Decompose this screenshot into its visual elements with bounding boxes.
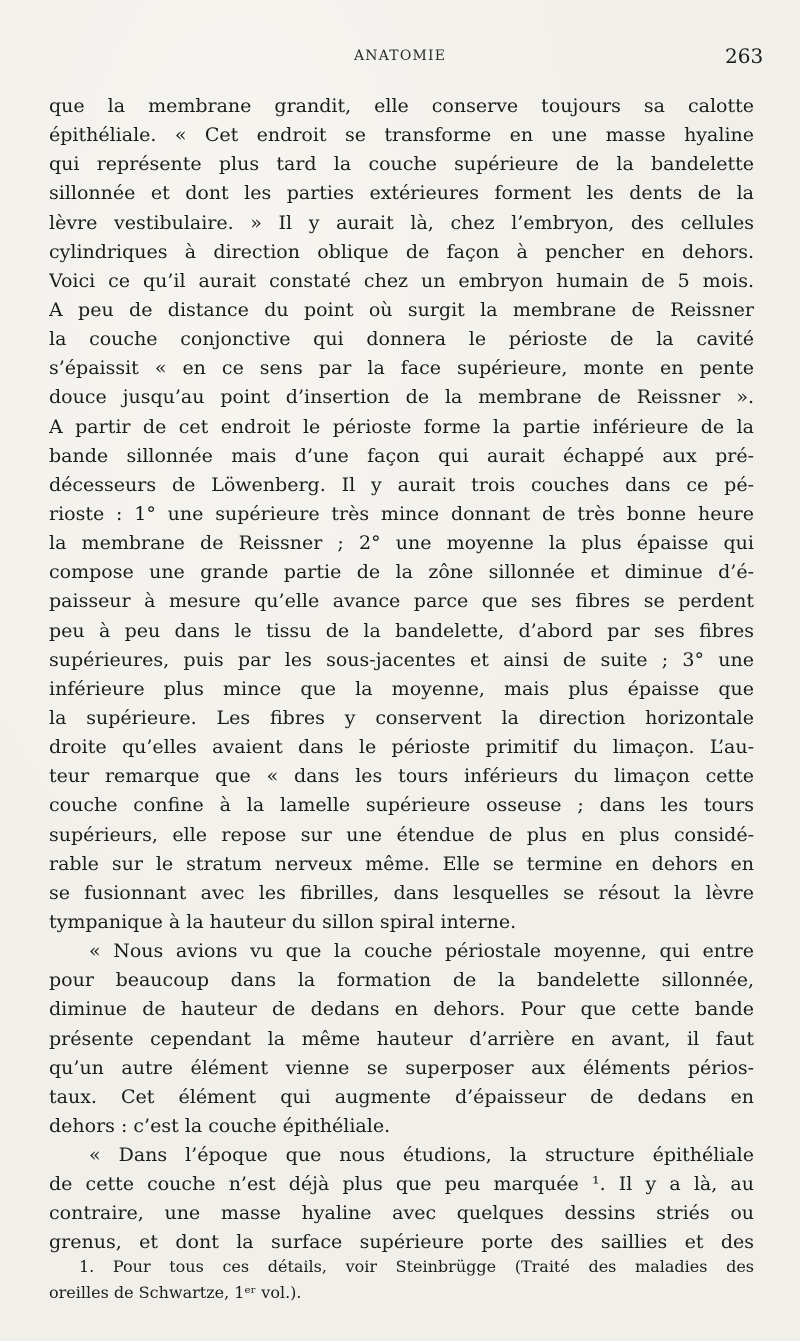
text-line: Voici ce qu’il aurait constaté chez un embryon humain de 5 mois. [49,269,754,292]
text-line: A peu de distance du point où surgit la membrane de Reissner [49,298,754,321]
body-text [49,92,754,1258]
page-number: 263 [725,44,764,68]
text-line: lèvre vestibulaire. » Il y aurait là, chez l’embryon, des cellules [49,211,754,234]
text-line: inférieure plus mince que la moyenne, mais plus épaisse que [49,677,754,700]
text-line: qui représente plus tard la couche supérieure de la bandelette [49,153,754,176]
text-line: que la membrane grandit, elle conserve toujours sa calotte [49,95,754,117]
footnote-line: oreilles de Schwartze, 1ᵉʳ vol.). [49,1283,302,1302]
text-line: douce jusqu’au point d’insertion de la membrane de Reissner ». [49,386,754,409]
text-line: qu’un autre élément vienne se superposer aux éléments périos- [49,1056,754,1079]
text-line: pour beaucoup dans la formation de la bandelette sillonnée, [49,969,754,992]
text-line: supérieurs, elle repose sur une étendue de plus en plus considé- [49,823,754,846]
text-line: paisseur à mesure qu’elle avance parce que ses fibres se perdent [49,590,754,613]
text-line: compose une grande partie de la zône sillonnée et diminue d’é- [49,561,754,584]
text-line: décesseurs de Löwenberg. Il y aurait trois couches dans ce pé- [49,473,754,496]
text-line: présente cependant la même hauteur d’arrière en avant, il faut [49,1027,754,1050]
text-line: la supérieure. Les fibres y conservent la direction horizontale [49,706,754,729]
text-line: sillonnée et dont les parties extérieures forment les dents de la [49,182,754,205]
text-line: la membrane de Reissner ; 2° une moyenne la plus épaisse qui [49,532,754,555]
text-line: se fusionnant avec les fibrilles, dans lesquelles se résout la lèvre [49,881,754,904]
text-line: de cette couche n’est déjà plus que peu marquée ¹. Il y a là, au [49,1173,754,1196]
text-line: rioste : 1° une supérieure très mince donnant de très bonne heure [49,502,754,525]
text-line: bande sillonnée mais d’une façon qui aurait échappé aux pré- [49,444,754,467]
paragraph-start-line: « Dans l’époque que nous étudions, la structure épithéliale [89,1144,754,1167]
text-line: taux. Cet élément qui augmente d’épaisseur de dedans en [49,1085,754,1108]
text-line: diminue de hauteur de dedans en dehors. Pour que cette bande [49,998,754,1021]
text-line: contraire, une masse hyaline avec quelques dessins striés ou [49,1202,754,1225]
footnotes [49,1254,754,1306]
paragraph-start-line: « Nous avions vu que la couche périostale moyenne, qui entre [89,940,754,963]
paragraph-end-line: dehors : c’est la couche épithéliale. [49,1114,391,1137]
text-line: droite qu’elles avaient dans le périoste primitif du limaçon. L’au- [49,736,754,759]
text-line: grenus, et dont la surface supérieure porte des saillies et des [49,1231,754,1254]
footnote-line: 1. Pour tous ces détails, voir Steinbrügge (Traité des maladies des [79,1257,754,1276]
text-line: supérieures, puis par les sous-jacentes et ainsi de suite ; 3° une [49,648,754,671]
text-line: couche confine à la lamelle supérieure osseuse ; dans les tours [49,794,754,817]
running-title: ANATOMIE [354,48,447,64]
text-line: teur remarque que « dans les tours inférieurs du limaçon cette [49,765,754,788]
text-line: s’épaissit « en ce sens par la face supérieure, monte en pente [49,357,754,380]
text-line: épithéliale. « Cet endroit se transforme en une masse hyaline [49,124,754,147]
running-head [0,44,800,70]
text-line: A partir de cet endroit le périoste forme la partie inférieure de la [49,415,754,438]
text-line: rable sur le stratum nerveux même. Elle se termine en dehors en [49,852,754,875]
text-line: cylindriques à direction oblique de façon à pencher en dehors. [49,240,754,263]
paragraph-end-line: tympanique à la hauteur du sillon spiral interne. [49,910,517,933]
text-line: peu à peu dans le tissu de la bandelette, d’abord par ses fibres [49,619,754,642]
text-line: la couche conjonctive qui donnera le périoste de la cavité [49,328,754,351]
